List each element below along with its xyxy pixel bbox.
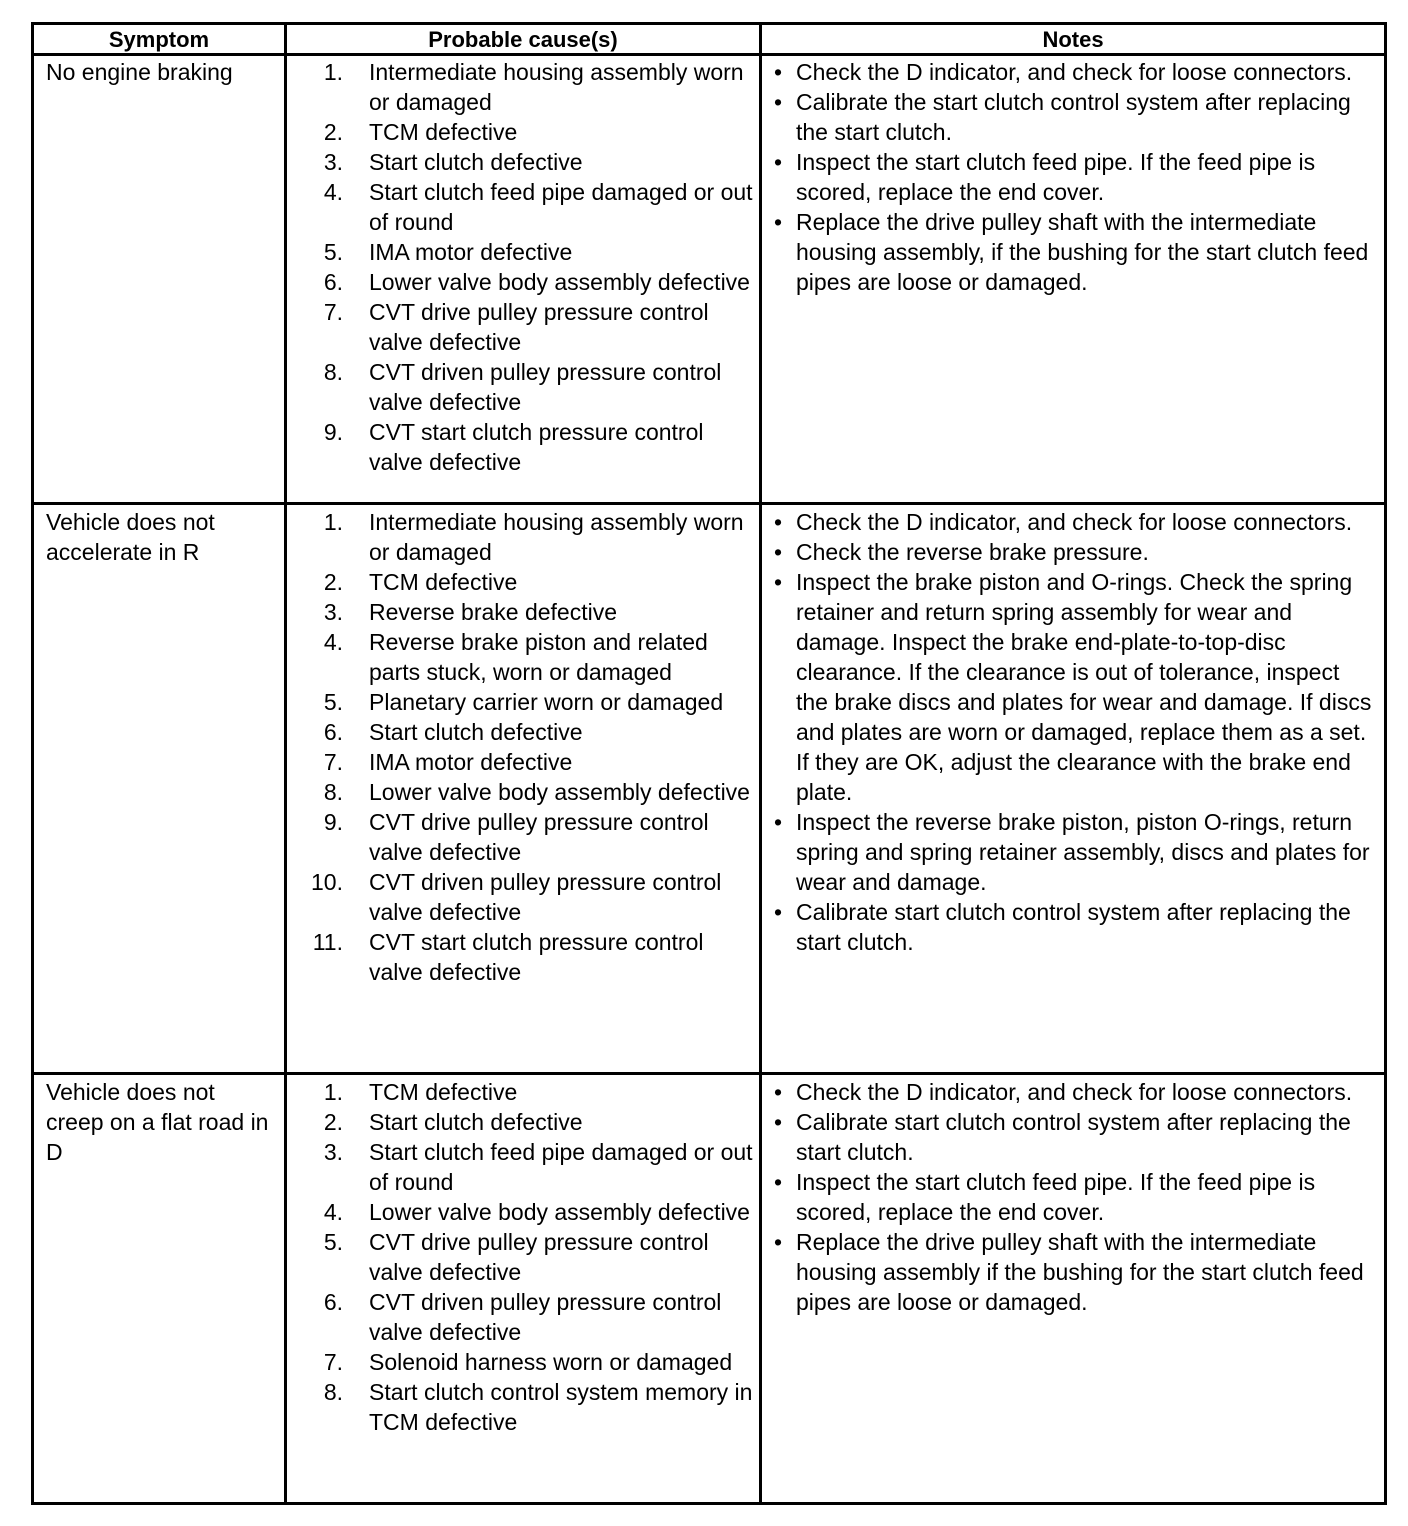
cause-number: 2. bbox=[323, 119, 343, 145]
cause-item bbox=[299, 57, 759, 117]
causes-list bbox=[299, 1077, 759, 1437]
cause-text: TCM defective bbox=[369, 1079, 518, 1105]
note-item bbox=[774, 57, 1374, 87]
cause-item bbox=[299, 1377, 759, 1437]
cause-text: Reverse brake piston and related parts stuck, worn or damaged bbox=[369, 629, 708, 685]
cause-text: CVT drive pulley pressure control valve defective bbox=[369, 1229, 709, 1285]
cause-number: 3. bbox=[323, 599, 343, 625]
cause-text: Start clutch defective bbox=[369, 1109, 583, 1135]
notes-list bbox=[774, 57, 1374, 297]
note-item bbox=[774, 1167, 1374, 1227]
table-header bbox=[34, 25, 1384, 56]
cause-item bbox=[299, 267, 759, 297]
note-text: Check the D indicator, and check for loose connectors. bbox=[796, 509, 1353, 535]
cause-text: CVT drive pulley pressure control valve defective bbox=[369, 809, 709, 865]
note-item bbox=[774, 207, 1374, 297]
cause-item bbox=[299, 717, 759, 747]
cause-item bbox=[299, 1077, 759, 1107]
cause-number: 5. bbox=[323, 1229, 343, 1255]
cause-text: Start clutch feed pipe damaged or out of round bbox=[369, 1139, 753, 1195]
cause-text: TCM defective bbox=[369, 119, 518, 145]
row-divider bbox=[34, 502, 1384, 505]
cause-number: 1. bbox=[323, 59, 343, 85]
bullet-icon: • bbox=[774, 569, 783, 595]
bullet-icon: • bbox=[774, 899, 783, 925]
cause-text: CVT driven pulley pressure control valve defective bbox=[369, 1289, 722, 1345]
cause-text: CVT driven pulley pressure control valve defective bbox=[369, 359, 722, 415]
cause-item bbox=[299, 687, 759, 717]
note-item bbox=[774, 897, 1374, 957]
cause-number: 3. bbox=[323, 1139, 343, 1165]
cause-number: 7. bbox=[323, 299, 343, 325]
note-text: Check the reverse brake pressure. bbox=[796, 539, 1149, 565]
cause-number: 4. bbox=[323, 1199, 343, 1225]
cause-text: Start clutch control system memory in TCM defective bbox=[369, 1379, 753, 1435]
bullet-icon: • bbox=[774, 1079, 783, 1105]
cause-text: Solenoid harness worn or damaged bbox=[369, 1349, 733, 1375]
bullet-icon: • bbox=[774, 1229, 783, 1255]
cause-text: Intermediate housing assembly worn or damaged bbox=[369, 509, 744, 565]
header-causes: Probable cause(s) bbox=[428, 27, 618, 52]
bullet-icon: • bbox=[774, 809, 783, 835]
bullet-icon: • bbox=[774, 149, 783, 175]
cause-item bbox=[299, 237, 759, 267]
cause-number: 11. bbox=[312, 929, 343, 955]
note-item bbox=[774, 567, 1374, 807]
bullet-icon: • bbox=[774, 209, 783, 235]
cause-item bbox=[299, 747, 759, 777]
cause-text: IMA motor defective bbox=[369, 749, 573, 775]
cause-item bbox=[299, 567, 759, 597]
bullet-icon: • bbox=[774, 539, 783, 565]
symptom-cell: No engine braking bbox=[46, 59, 233, 85]
note-text: Replace the drive pulley shaft with the intermediate housing assembly if the bushing for the start clutch feed pipes are loose or damaged. bbox=[796, 1229, 1364, 1315]
cause-number: 9. bbox=[323, 809, 343, 835]
cause-item bbox=[299, 507, 759, 567]
note-text: Inspect the reverse brake piston, piston O-rings, return spring and spring retainer assembly, discs and plates for wear and damage. bbox=[796, 809, 1370, 895]
cause-text: Intermediate housing assembly worn or damaged bbox=[369, 59, 744, 115]
note-text: Inspect the start clutch feed pipe. If the feed pipe is scored, replace the end cover. bbox=[796, 1169, 1316, 1225]
cause-item bbox=[299, 177, 759, 237]
note-item bbox=[774, 87, 1374, 147]
cause-text: TCM defective bbox=[369, 569, 518, 595]
cause-number: 6. bbox=[323, 1289, 343, 1315]
cause-text: Reverse brake defective bbox=[369, 599, 618, 625]
note-text: Calibrate start clutch control system after replacing the start clutch. bbox=[796, 899, 1351, 955]
cause-text: CVT driven pulley pressure control valve defective bbox=[369, 869, 722, 925]
cause-number: 7. bbox=[323, 1349, 343, 1375]
cause-item bbox=[299, 1137, 759, 1197]
cause-number: 8. bbox=[323, 359, 343, 385]
cause-number: 2. bbox=[323, 1109, 343, 1135]
note-text: Inspect the brake piston and O-rings. Check the spring retainer and return spring assembly for wear and damage. Inspect the brake end-plate-to-top-disc clearance. If the clearance is out of tolerance, inspect the brake discs and plates for wear and damage. If discs and plates are worn or damaged, replace them as a set. If they are OK, adjust the clearance with the brake end plate. bbox=[796, 569, 1372, 805]
note-item bbox=[774, 507, 1374, 537]
cause-text: CVT start clutch pressure control valve defective bbox=[369, 929, 704, 985]
cause-number: 8. bbox=[323, 779, 343, 805]
column-divider bbox=[759, 25, 762, 1502]
cause-item bbox=[299, 417, 759, 477]
cause-number: 1. bbox=[323, 1079, 343, 1105]
cause-item bbox=[299, 1287, 759, 1347]
cause-number: 8. bbox=[323, 1379, 343, 1405]
cause-item bbox=[299, 597, 759, 627]
cause-text: Lower valve body assembly defective bbox=[369, 269, 750, 295]
note-item bbox=[774, 537, 1374, 567]
column-divider bbox=[284, 25, 287, 1502]
cause-number: 5. bbox=[323, 239, 343, 265]
causes-list bbox=[299, 57, 759, 477]
cause-number: 4. bbox=[323, 179, 343, 205]
header-notes: Notes bbox=[1042, 27, 1104, 52]
cause-text: Start clutch defective bbox=[369, 149, 583, 175]
cause-number: 3. bbox=[323, 149, 343, 175]
note-text: Inspect the start clutch feed pipe. If the feed pipe is scored, replace the end cover. bbox=[796, 149, 1316, 205]
cause-item bbox=[299, 1197, 759, 1227]
cause-text: IMA motor defective bbox=[369, 239, 573, 265]
notes-list bbox=[774, 507, 1374, 957]
note-item bbox=[774, 147, 1374, 207]
cause-number: 9. bbox=[323, 419, 343, 445]
note-item bbox=[774, 1077, 1374, 1107]
header-symptom: Symptom bbox=[108, 27, 210, 52]
note-text: Check the D indicator, and check for loose connectors. bbox=[796, 59, 1353, 85]
note-item bbox=[774, 1107, 1374, 1167]
bullet-icon: • bbox=[774, 89, 783, 115]
cause-text: Start clutch feed pipe damaged or out of round bbox=[369, 179, 753, 235]
cause-text: Lower valve body assembly defective bbox=[369, 1199, 750, 1225]
notes-list bbox=[774, 1077, 1374, 1317]
note-item bbox=[774, 807, 1374, 897]
cause-item bbox=[299, 867, 759, 927]
cause-item bbox=[299, 777, 759, 807]
cause-number: 1. bbox=[323, 509, 343, 535]
symptom-cell: Vehicle does not accelerate in R bbox=[46, 509, 215, 565]
row-divider bbox=[34, 1072, 1384, 1075]
bullet-icon: • bbox=[774, 59, 783, 85]
note-text: Check the D indicator, and check for loose connectors. bbox=[796, 1079, 1353, 1105]
causes-list bbox=[299, 507, 759, 987]
troubleshooting-table bbox=[31, 22, 1387, 1505]
cause-number: 5. bbox=[323, 689, 343, 715]
note-text: Calibrate start clutch control system after replacing the start clutch. bbox=[796, 1109, 1351, 1165]
note-item bbox=[774, 1227, 1374, 1317]
cause-item bbox=[299, 297, 759, 357]
cause-number: 6. bbox=[323, 719, 343, 745]
bullet-icon: • bbox=[774, 1109, 783, 1135]
cause-item bbox=[299, 1227, 759, 1287]
cause-item bbox=[299, 147, 759, 177]
cause-item bbox=[299, 927, 759, 987]
note-text: Replace the drive pulley shaft with the intermediate housing assembly, if the bushing for the start clutch feed pipes are loose or damaged. bbox=[796, 209, 1369, 295]
bullet-icon: • bbox=[774, 1169, 783, 1195]
cause-text: Lower valve body assembly defective bbox=[369, 779, 750, 805]
cause-number: 6. bbox=[323, 269, 343, 295]
cause-item bbox=[299, 807, 759, 867]
cause-text: Start clutch defective bbox=[369, 719, 583, 745]
cause-item bbox=[299, 117, 759, 147]
cause-text: CVT drive pulley pressure control valve defective bbox=[369, 299, 709, 355]
cause-number: 4. bbox=[323, 629, 343, 655]
cause-number: 10. bbox=[311, 869, 343, 895]
cause-item bbox=[299, 357, 759, 417]
cause-item bbox=[299, 1347, 759, 1377]
cause-text: Planetary carrier worn or damaged bbox=[369, 689, 724, 715]
cause-number: 7. bbox=[323, 749, 343, 775]
bullet-icon: • bbox=[774, 509, 783, 535]
cause-number: 2. bbox=[323, 569, 343, 595]
cause-item bbox=[299, 1107, 759, 1137]
note-text: Calibrate the start clutch control system after replacing the start clutch. bbox=[796, 89, 1351, 145]
cause-item bbox=[299, 627, 759, 687]
cause-text: CVT start clutch pressure control valve defective bbox=[369, 419, 704, 475]
symptom-cell: Vehicle does not creep on a flat road in D bbox=[46, 1079, 269, 1165]
